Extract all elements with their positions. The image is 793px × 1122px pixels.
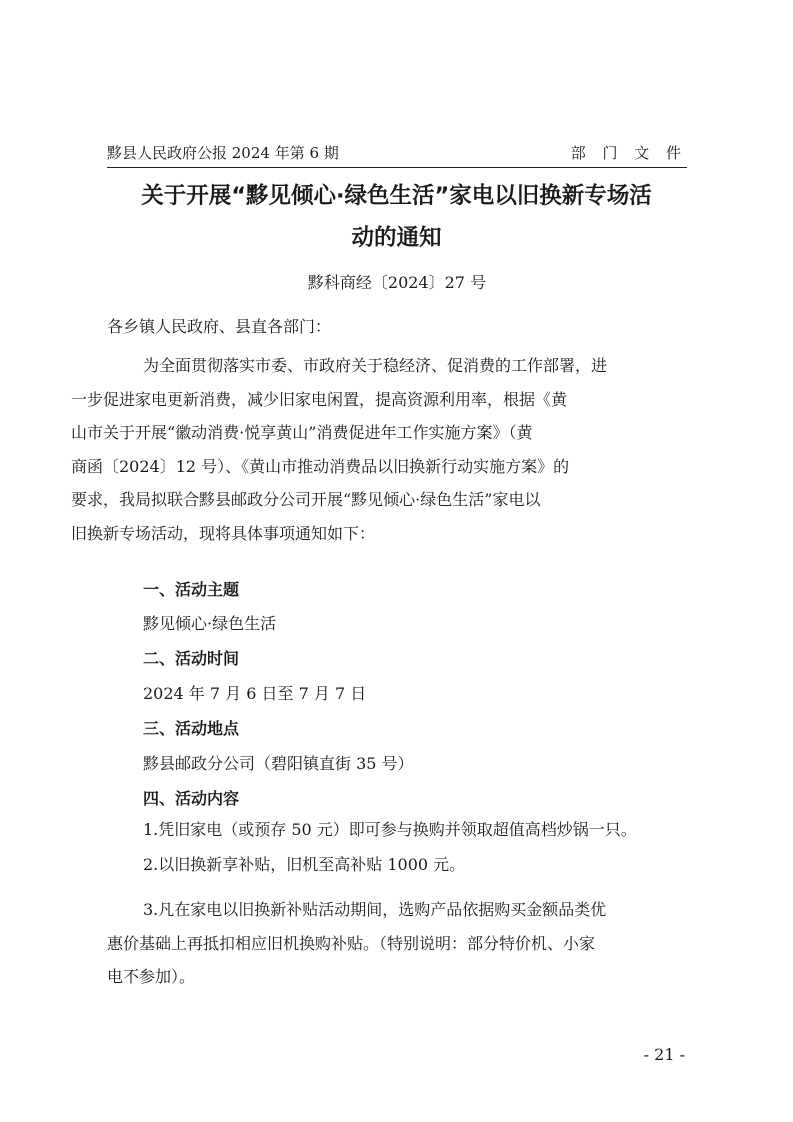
section-content-theme: 黟见倾心·绿色生活 — [143, 614, 277, 633]
publication-title: 黟县人民政府公报 2024 年第 6 期 — [107, 144, 339, 162]
intro-line: 一步促进家电更新消费，减少旧家电闲置，提高资源利用率，根据《黄 — [71, 389, 568, 409]
section-label: 部 门 文 件 — [570, 144, 687, 162]
content-item-2 — [107, 848, 687, 882]
intro-line: 商函〔2024〕12 号）、《黄山市推动消费品以旧换新行动实施方案》的 — [71, 456, 570, 476]
salutation: 各乡镇人民政府、县直各部门： — [107, 317, 332, 336]
document-number: 黟科商经〔2024〕27 号 — [307, 273, 487, 292]
intro-line: 山市关于开展“徽动消费·悦享黄山”消费促进年工作实施方案》（黄 — [71, 423, 533, 443]
content-item-line: 惠价基础上再抵扣相应旧机换购补贴。（特别说明：部分特价机、小家 — [107, 933, 596, 953]
section-content-location: 黟县邮政分公司（碧阳镇直街 35 号） — [143, 754, 414, 773]
content-item-3 — [107, 893, 687, 994]
intro-line: 为全面贯彻落实市委、市政府关于稳经济、促消费的工作部署，进 — [143, 356, 608, 375]
content-item-line: 电不参加）。 — [107, 967, 196, 987]
section-content-time: 2024 年 7 月 6 日至 7 月 7 日 — [143, 684, 367, 703]
title-line-2: 动的通知 — [351, 225, 442, 251]
section-heading-location: 三、活动地点 — [143, 719, 240, 738]
page-number: - 21 - — [643, 1045, 685, 1064]
intro-line: 要求，我局拟联合黟县邮政分公司开展“黟见倾心·绿色生活”家电以 — [71, 490, 541, 510]
section-heading-time: 二、活动时间 — [143, 649, 240, 668]
section-heading-theme: 一、活动主题 — [143, 580, 240, 599]
content-item-line: 1.凭旧家电（或预存 50 元）即可参与换购并领取超值高档炒锅一只。 — [143, 820, 637, 839]
intro-paragraph — [71, 349, 687, 551]
content-item-1 — [107, 813, 687, 847]
document-title — [100, 175, 693, 259]
page-header — [107, 143, 687, 168]
intro-line: 旧换新专场活动，现将具体事项通知如下： — [71, 523, 376, 543]
content-item-line: 2.以旧换新享补贴，旧机至高补贴 1000 元。 — [143, 855, 466, 874]
content-item-line: 3.凡在家电以旧换新补贴活动期间，选购产品依据购买金额品类优 — [143, 900, 607, 919]
title-line-1: 关于开展“黟见倾心·绿色生活”家电以旧换新专场活 — [141, 183, 652, 209]
section-heading-content: 四、活动内容 — [143, 789, 240, 808]
